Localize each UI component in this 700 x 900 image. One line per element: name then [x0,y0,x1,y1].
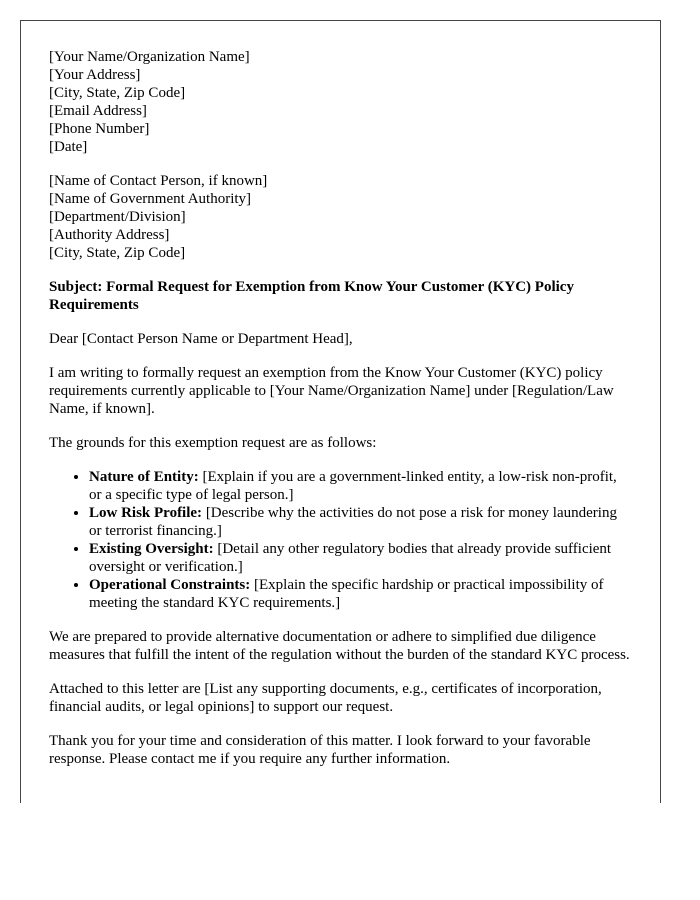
item-label: Low Risk Profile: [89,505,203,521]
subject-text: Subject: Formal Request for Exemption from Know Your Customer (KYC) Policy Requirements [49,279,574,313]
closing-paragraph: Thank you for your time and consideration of this matter. I look forward to your favorable response. Please contact me if you require any further information. [49,733,591,767]
subject-line [49,278,632,314]
item-label: Existing Oversight: [89,541,214,557]
intro-paragraph: I am writing to formally request an exemption from the Know Your Customer (KYC) policy requirements currently applicable to [Your Name/Organization Name] under [Regulation/Law Name, if known]. [49,365,614,417]
alternative-paragraph: We are prepared to provide alternative documentation or adhere to simplified due diligence measures that fulfill the intent of the regulation without the burden of the standard KYC process. [49,629,630,663]
sender-name: [Your Name/Organization Name] [49,49,250,65]
recipient-department: [Department/Division] [49,209,186,225]
list-item [89,576,632,612]
grounds-list [49,468,632,612]
list-item [89,504,632,540]
list-item [89,540,632,576]
recipient-contact: [Name of Contact Person, if known] [49,173,268,189]
attachments-paragraph: Attached to this letter are [List any supporting documents, e.g., certificates of incorporation, financial audits, or legal opinions] to support our request. [49,681,602,715]
recipient-address-line: [Authority Address] [49,227,170,243]
sender-email: [Email Address] [49,103,147,119]
recipient-authority: [Name of Government Authority] [49,191,252,207]
item-text: [Explain if you are a government-linked entity, a low-risk non-profit, or a specific type of legal person.] [89,469,617,503]
salutation: Dear [Contact Person Name or Department Head], [49,331,353,347]
letter-date: [Date] [49,139,88,155]
sender-address [49,48,632,156]
item-label: Operational Constraints: [89,577,251,593]
sender-address-line: [Your Address] [49,67,141,83]
list-item [89,468,632,504]
letter-page [20,20,661,803]
item-text: [Explain the specific hardship or practical impossibility of meeting the standard KYC requirements.] [89,577,604,611]
sender-phone: [Phone Number] [49,121,150,137]
sender-city: [City, State, Zip Code] [49,85,186,101]
item-text: [Detail any other regulatory bodies that already provide sufficient oversight or verification.] [89,541,612,575]
item-label: Nature of Entity: [89,469,199,485]
grounds-intro: The grounds for this exemption request are as follows: [49,435,377,451]
recipient-address [49,172,632,262]
item-text: [Describe why the activities do not pose a risk for money laundering or terrorist financing.] [89,505,617,539]
recipient-city: [City, State, Zip Code] [49,245,186,261]
